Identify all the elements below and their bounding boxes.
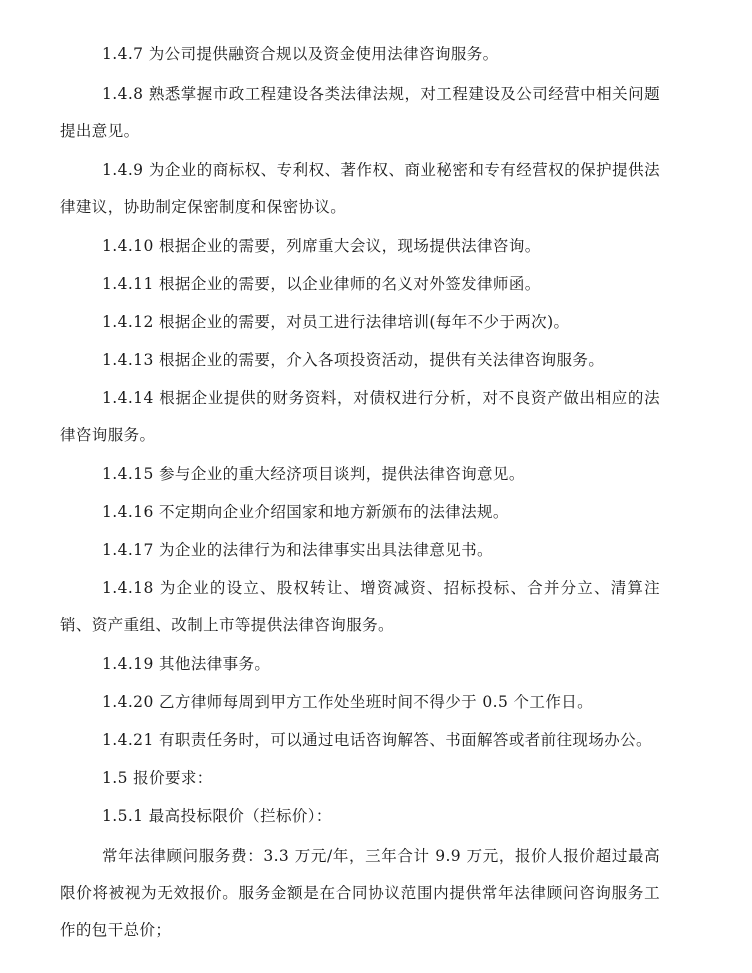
clause-1-4-16: 1.4.16 不定期向企业介绍国家和地方新颁布的法律法规。 [102,503,509,521]
clause-1-4-8: 1.4.8 熟悉掌握市政工程建设各类法律法规，对工程建设及公司经营中相关问题提出意见。 [60,85,660,140]
section-1-5-heading: 1.5 报价要求： [102,769,213,787]
clause-1-4-21: 1.4.21 有职责任务时，可以通过电话咨询解答、书面解答或者前往现场办公。 [102,731,652,749]
clause-1-4-14: 1.4.14 根据企业提供的财务资料，对债权进行分析，对不良资产做出相应的法律咨询服务。 [60,389,660,444]
fee-paragraph: 常年法律顾问服务费：3.3 万元/年，三年合计 9.9 万元，报价人报价超过最高限价将被视为无效报价。服务金额是在合同协议范围内提供常年法律顾问咨询服务工作的包干总价； [60,847,660,939]
clause-1-4-12: 1.4.12 根据企业的需要，对员工进行法律培训(每年不少于两次)。 [102,313,570,331]
clause-1-4-11: 1.4.11 根据企业的需要，以企业律师的名义对外签发律师函。 [102,275,541,293]
clause-1-4-20: 1.4.20 乙方律师每周到甲方工作处坐班时间不得少于 0.5 个工作日。 [102,693,594,711]
clause-1-4-15: 1.4.15 参与企业的重大经济项目谈判，提供法律咨询意见。 [102,465,525,483]
clause-1-4-9: 1.4.9 为企业的商标权、专利权、著作权、商业秘密和专有经营权的保护提供法律建议，协助制定保密制度和保密协议。 [60,161,660,216]
clause-1-4-13: 1.4.13 根据企业的需要，介入各项投资活动，提供有关法律咨询服务。 [102,351,605,369]
clause-1-4-7: 1.4.7 为公司提供融资合规以及资金使用法律咨询服务。 [102,45,499,63]
clause-1-4-19: 1.4.19 其他法律事务。 [102,655,271,673]
clause-1-4-18: 1.4.18 为企业的设立、股权转让、增资减资、招标投标、合并分立、清算注销、资产重组、改制上市等提供法律咨询服务。 [60,579,660,634]
clause-1-4-17: 1.4.17 为企业的法律行为和法律事实出具法律意见书。 [102,541,493,559]
clause-1-5-1: 1.5.1 最高投标限价（拦标价）： [102,807,332,825]
clause-1-4-10: 1.4.10 根据企业的需要，列席重大会议，现场提供法律咨询。 [102,237,541,255]
